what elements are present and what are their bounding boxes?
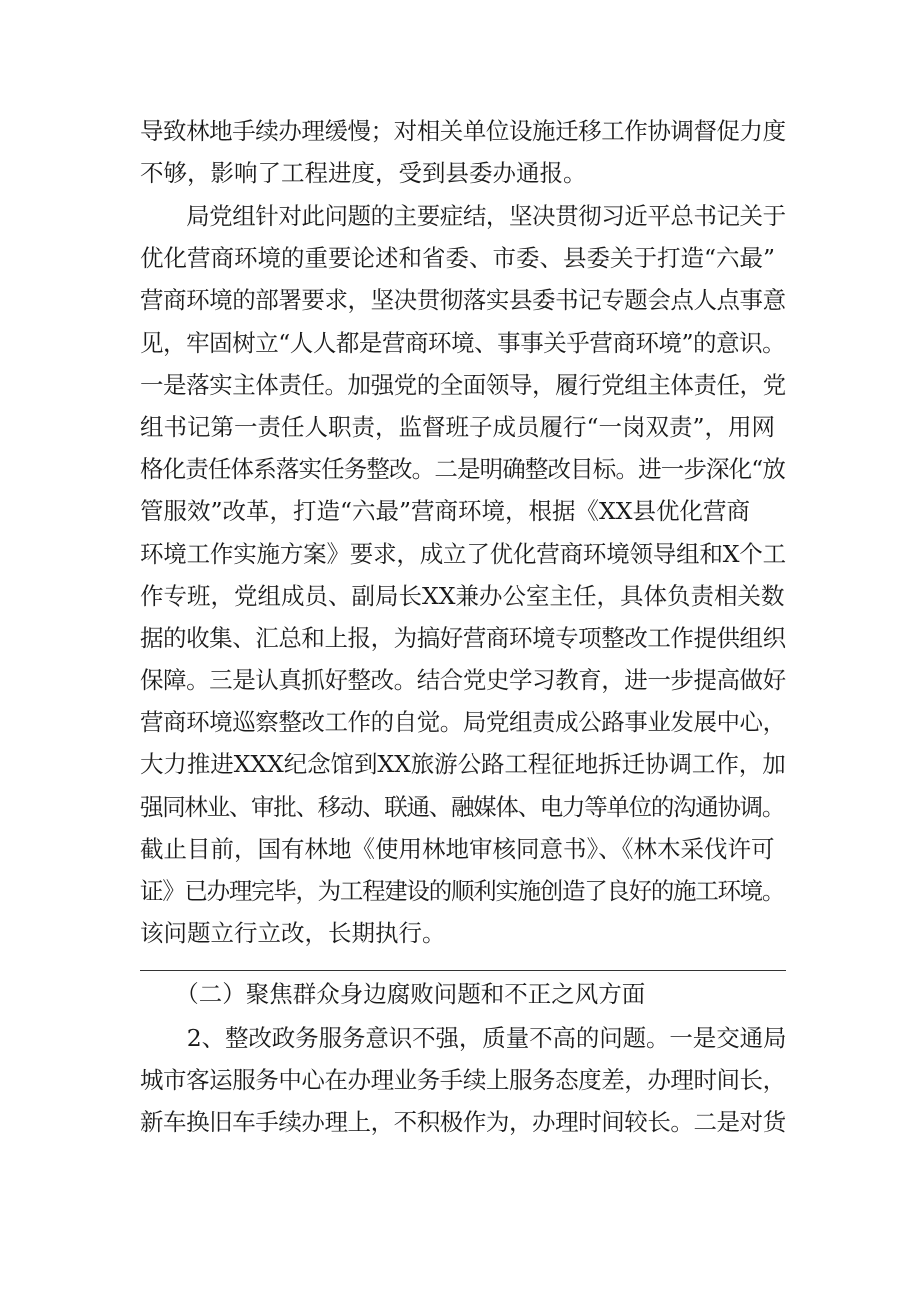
text-line: 2、整改政务服务意识不强，质量不高的问题。一是交通局 <box>140 1024 787 1052</box>
section-heading-text: （二）聚焦群众身边腐败问题和不正之风方面 <box>140 980 646 1008</box>
section-heading <box>140 973 786 1015</box>
text-line: 一是落实主体责任。加强党的全面领导，履行党组主体责任，党 <box>140 370 786 399</box>
paragraph-3 <box>140 1017 786 1144</box>
text-line: 营商环境巡察整改工作的自觉。局党组责成公路事业发展中心， <box>140 708 786 737</box>
text-line: 截止目前，国有林地《使用林地审核同意书》、《林木采伐许可 <box>140 834 775 863</box>
text-line: 营商环境的部署要求，坚决贯彻落实县委书记专题会点人点事意 <box>140 286 786 315</box>
text-line: 格化责任体系落实任务整改。二是明确整改目标。进一步深化“放 <box>140 455 786 484</box>
text-line: 强同林业、审批、移动、联通、融媒体、电力等单位的沟通协调。 <box>140 792 785 821</box>
paragraph-2 <box>140 195 786 954</box>
text-line: 导致林地手续办理缓慢；对相关单位设施迁移工作协调督促力度 <box>140 117 786 145</box>
text-line: 组书记第一责任人职责，监督班子成员履行“一岗双责”，用网 <box>140 412 776 441</box>
text-line: 该问题立行立改，长期执行。 <box>140 919 446 948</box>
text-line: 环境工作实施方案》要求，成立了优化营商环境领导组和X个工 <box>140 539 786 568</box>
paragraph-1 <box>140 110 786 194</box>
text-line: 管服效”改革，打造“六最”营商环境，根据《XX县优化营商 <box>140 497 751 526</box>
text-line: 证》已办理完毕，为工程建设的顺利实施创造了良好的施工环境。 <box>140 877 785 905</box>
text-line: 优化营商环境的重要论述和省委、市委、县委关于打造“六最” <box>140 244 776 273</box>
text-line: 见，牢固树立“人人都是营商环境、事事关乎营商环境”的意识。 <box>140 328 786 357</box>
text-line: 不够，影响了工程进度，受到县委办通报。 <box>140 159 587 188</box>
text-line: 据的收集、汇总和上报，为搞好营商环境专项整改工作提供组织 <box>140 623 786 652</box>
text-line: 局党组针对此问题的主要症结，坚决贯彻习近平总书记关于 <box>140 202 786 230</box>
text-line: 保障。三是认真抓好整改。结合党史学习教育，进一步提高做好 <box>140 666 786 695</box>
horizontal-rule <box>140 970 786 971</box>
text-line: 新车换旧车手续办理上，不积极作为，办理时间较长。二是对货 <box>140 1108 786 1137</box>
text-line: 作专班，党组成员、副局长XX兼办公室主任，具体负责相关数 <box>140 581 785 610</box>
text-line: 大力推进XXX纪念馆到XX旅游公路工程征地拆迁协调工作，加 <box>140 750 786 779</box>
text-line: 城市客运服务中心在办理业务手续上服务态度差，办理时间长， <box>140 1066 786 1095</box>
